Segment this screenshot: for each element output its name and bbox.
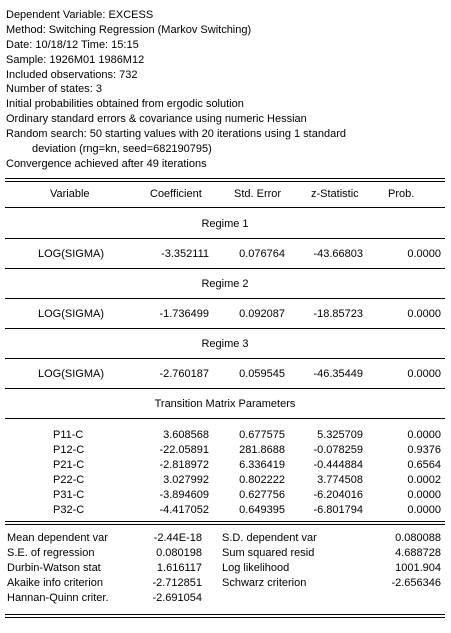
cell-z-statistic: -0.078259 — [313, 444, 363, 456]
cell-variable: P22-C — [53, 474, 85, 486]
cell-variable: P21-C — [53, 459, 85, 471]
cell-z-statistic: -6.801794 — [313, 504, 363, 516]
divider — [5, 418, 445, 419]
divider — [5, 388, 445, 389]
cell-prob: 0.0000 — [407, 429, 441, 441]
cell-coefficient: -2.760187 — [159, 368, 209, 380]
column-header-row — [5, 187, 445, 202]
header-line: Initial probabilities obtained from ergodic solution — [6, 98, 244, 111]
stats-row — [5, 546, 445, 561]
table-row — [5, 307, 445, 322]
cell-prob: 0.0000 — [407, 368, 441, 380]
cell-coefficient: -3.894609 — [159, 489, 209, 501]
cell-std-error: 0.649395 — [239, 504, 285, 516]
cell-prob: 0.0000 — [407, 248, 441, 260]
cell-coefficient: -2.818972 — [159, 459, 209, 471]
col-std-error: Std. Error — [234, 188, 282, 200]
cell-prob: 0.6564 — [407, 459, 441, 471]
header-line: deviation (rng=kn, seed=682190795) — [32, 143, 212, 156]
cell-coefficient: -1.736499 — [159, 308, 209, 320]
stats-row — [5, 591, 445, 606]
stats-row — [5, 576, 445, 591]
stat-label: Akaike info criterion — [7, 577, 103, 589]
cell-std-error: 281.8688 — [239, 444, 285, 456]
stat-value: 0.080198 — [156, 547, 202, 559]
stat-value: -2.44E-18 — [153, 532, 202, 544]
table-row — [5, 367, 445, 382]
divider — [5, 207, 445, 208]
stat-value: 4.688728 — [395, 547, 441, 559]
cell-z-statistic: 3.774508 — [317, 474, 363, 486]
cell-std-error: 0.677575 — [239, 429, 285, 441]
cell-prob: 0.0000 — [407, 489, 441, 501]
stat-label: Log likelihood — [222, 562, 290, 574]
cell-variable: LOG(SIGMA) — [38, 368, 105, 380]
stat-label: Durbin-Watson stat — [7, 562, 101, 574]
cell-coefficient: -22.05891 — [159, 444, 209, 456]
cell-prob: 0.9376 — [407, 444, 441, 456]
col-variable: Variable — [50, 188, 90, 200]
header-line: Sample: 1926M01 1986M12 — [6, 53, 145, 66]
cell-std-error: 0.092087 — [239, 308, 285, 320]
stat-value: -2.691054 — [152, 592, 202, 604]
stat-label: S.E. of regression — [7, 547, 95, 559]
divider — [5, 358, 445, 359]
cell-variable: LOG(SIGMA) — [38, 308, 105, 320]
col-prob: Prob. — [388, 188, 415, 200]
cell-z-statistic: -46.35449 — [313, 368, 363, 380]
header-line: Included observations: 732 — [6, 68, 138, 81]
table-row — [5, 458, 445, 473]
table-row — [5, 443, 445, 458]
header-line: Method: Switching Regression (Markov Switching) — [6, 23, 252, 36]
table-row — [5, 247, 445, 262]
regime-1-title: Regime 1 — [201, 218, 249, 230]
stat-value: -2.712851 — [152, 577, 202, 589]
cell-std-error: 0.802222 — [239, 474, 285, 486]
divider — [5, 238, 445, 239]
transition-title: Transition Matrix Parameters — [154, 398, 296, 410]
cell-variable: P32-C — [53, 504, 85, 516]
cell-z-statistic: -18.85723 — [313, 308, 363, 320]
table-row — [5, 473, 445, 488]
divider — [5, 268, 445, 269]
stat-label: Sum squared resid — [222, 547, 315, 559]
header-line: Random search: 50 starting values with 20 iterations using 1 standard — [6, 128, 346, 141]
stat-value: 0.080088 — [395, 532, 441, 544]
stat-value: 1.616117 — [156, 562, 202, 574]
regime-3-title: Regime 3 — [201, 338, 249, 350]
cell-coefficient: 3.608568 — [163, 429, 209, 441]
stats-top-rule — [5, 521, 445, 525]
cell-variable: P11-C — [53, 429, 84, 441]
stats-row — [5, 531, 445, 546]
cell-z-statistic: -43.66803 — [313, 248, 363, 260]
stats-row — [5, 561, 445, 576]
col-z-statistic: z-Statistic — [311, 188, 359, 200]
stat-label: Mean dependent var — [7, 532, 108, 544]
cell-std-error: 0.627756 — [239, 489, 285, 501]
cell-prob: 0.0002 — [407, 474, 441, 486]
table-bottom-rule — [5, 614, 445, 618]
header-line: Number of states: 3 — [6, 83, 102, 96]
cell-prob: 0.0000 — [407, 504, 441, 516]
stat-value: 1001.904 — [395, 562, 441, 574]
table-top-rule — [5, 178, 445, 182]
header-line: Dependent Variable: EXCESS — [6, 9, 154, 21]
cell-variable: P12-C — [53, 444, 85, 456]
stat-label: Hannan-Quinn criter. — [7, 592, 109, 604]
cell-coefficient: -3.352111 — [161, 248, 209, 260]
regime-2-title: Regime 2 — [201, 278, 249, 290]
header-line: Convergence achieved after 49 iterations — [6, 157, 207, 170]
cell-z-statistic: -0.444884 — [313, 459, 363, 471]
cell-std-error: 0.076764 — [239, 248, 285, 260]
divider — [5, 298, 445, 299]
table-row — [5, 428, 445, 443]
divider — [5, 328, 445, 329]
cell-z-statistic: 5.325709 — [317, 429, 363, 441]
cell-prob: 0.0000 — [407, 308, 441, 320]
header-line: Date: 10/18/12 Time: 15:15 — [6, 38, 139, 51]
cell-coefficient: 3.027992 — [163, 474, 209, 486]
cell-variable: P31-C — [53, 489, 85, 501]
cell-z-statistic: -6.204016 — [313, 489, 363, 501]
stat-label: Schwarz criterion — [222, 577, 307, 589]
cell-coefficient: -4.417052 — [159, 504, 209, 516]
table-row — [5, 488, 445, 503]
cell-std-error: 6.336419 — [239, 459, 285, 471]
stat-value: -2.656346 — [391, 577, 441, 589]
cell-variable: LOG(SIGMA) — [38, 248, 105, 260]
cell-std-error: 0.059545 — [239, 368, 285, 380]
stat-label: S.D. dependent var — [222, 532, 317, 544]
table-row — [5, 503, 445, 518]
col-coefficient: Coefficient — [150, 188, 202, 200]
header-block — [6, 8, 446, 172]
header-line: Ordinary standard errors & covariance using numeric Hessian — [6, 113, 307, 126]
